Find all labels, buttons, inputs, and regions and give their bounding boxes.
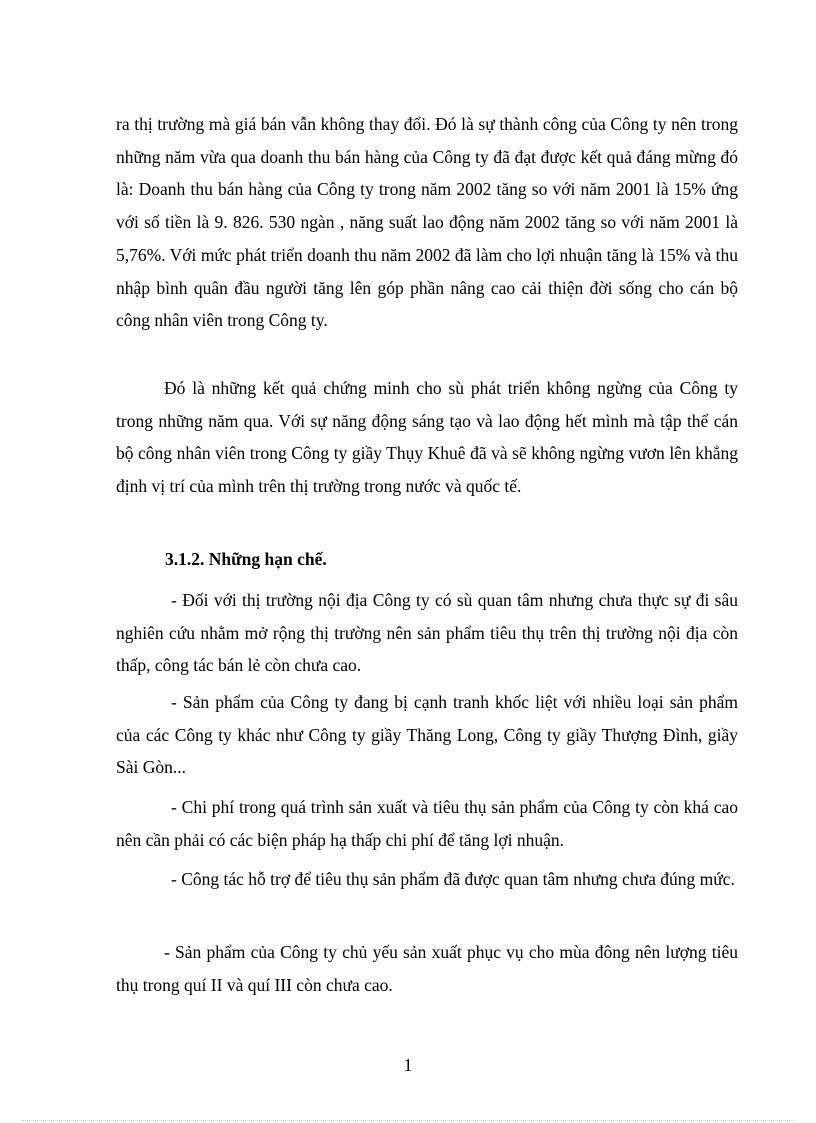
body-paragraph-development: Đó là những kết quả chứng minh cho sù phát triển không ngừng của Công ty trong những năm qua. Với sự năng động sáng tạo và lao động hết mình mà tập thể cán bộ công nhân viên trong Công ty giầy Thụy Khuê đã và sẽ không ngừng vươn lên khẳng định vị trí của mình trên thị trường trong nước và quốc tế. (116, 378, 738, 497)
page-bottom-divider (22, 1120, 794, 1121)
limitation-item-costs: - Chi phí trong quá trình sản xuất và tiêu thụ sản phẩm của Công ty còn khá cao nên cần phải có các biện pháp hạ thấp chi phí để tăng lợi nhuận. (116, 797, 738, 850)
limitation-item-support: - Công tác hỗ trợ để tiêu thụ sản phẩm đã được quan tâm nhưng chưa đúng mức. (171, 869, 735, 889)
limitation-item-competition: - Sản phẩm của Công ty đang bị cạnh tranh khốc liệt với nhiều loại sản phẩm của các Công ty khác như Công ty giầy Thăng Long, Công ty giầy Thượng Đình, giầy Sài Gòn... (116, 692, 738, 778)
limitation-item-domestic-market: - Đối với thị trường nội địa Công ty có sù quan tâm nhưng chưa thực sự đi sâu nghiên cứu nhằm mở rộng thị trường nên sản phẩm tiêu thụ trên thị trường nội địa còn thấp, công tác bán lẻ còn chưa cao. (116, 590, 738, 676)
limitation-item-seasonality: - Sản phẩm của Công ty chủ yếu sản xuất phục vụ cho mùa đông nên lượng tiêu thụ trong quí II và quí III còn chưa cao. (116, 942, 738, 995)
page-number: 1 (403, 1055, 413, 1075)
body-paragraph-results: ra thị trường mà giá bán vẫn không thay đổi. Đó là sự thành công của Công ty nên trong những năm vừa qua doanh thu bán hàng của Công ty đã đạt được kết quả đáng mừng đó là: Doanh thu bán hàng của Công ty trong năm 2002 tăng so với năm 2001 là 15% ứng với số tiền là 9. 826. 530 ngàn , năng suất lao động năm 2002 tăng so với năm 2001 là 5,76%. Với mức phát triển doanh thu năm 2002 đã làm cho lợi nhuận tăng là 15% và thu nhập bình quân đầu người tăng lên góp phần nâng cao cải thiện đời sống cho cán bộ công nhân viên trong Công ty. (116, 114, 738, 331)
section-heading: 3.1.2. Những hạn chế. (165, 549, 327, 569)
